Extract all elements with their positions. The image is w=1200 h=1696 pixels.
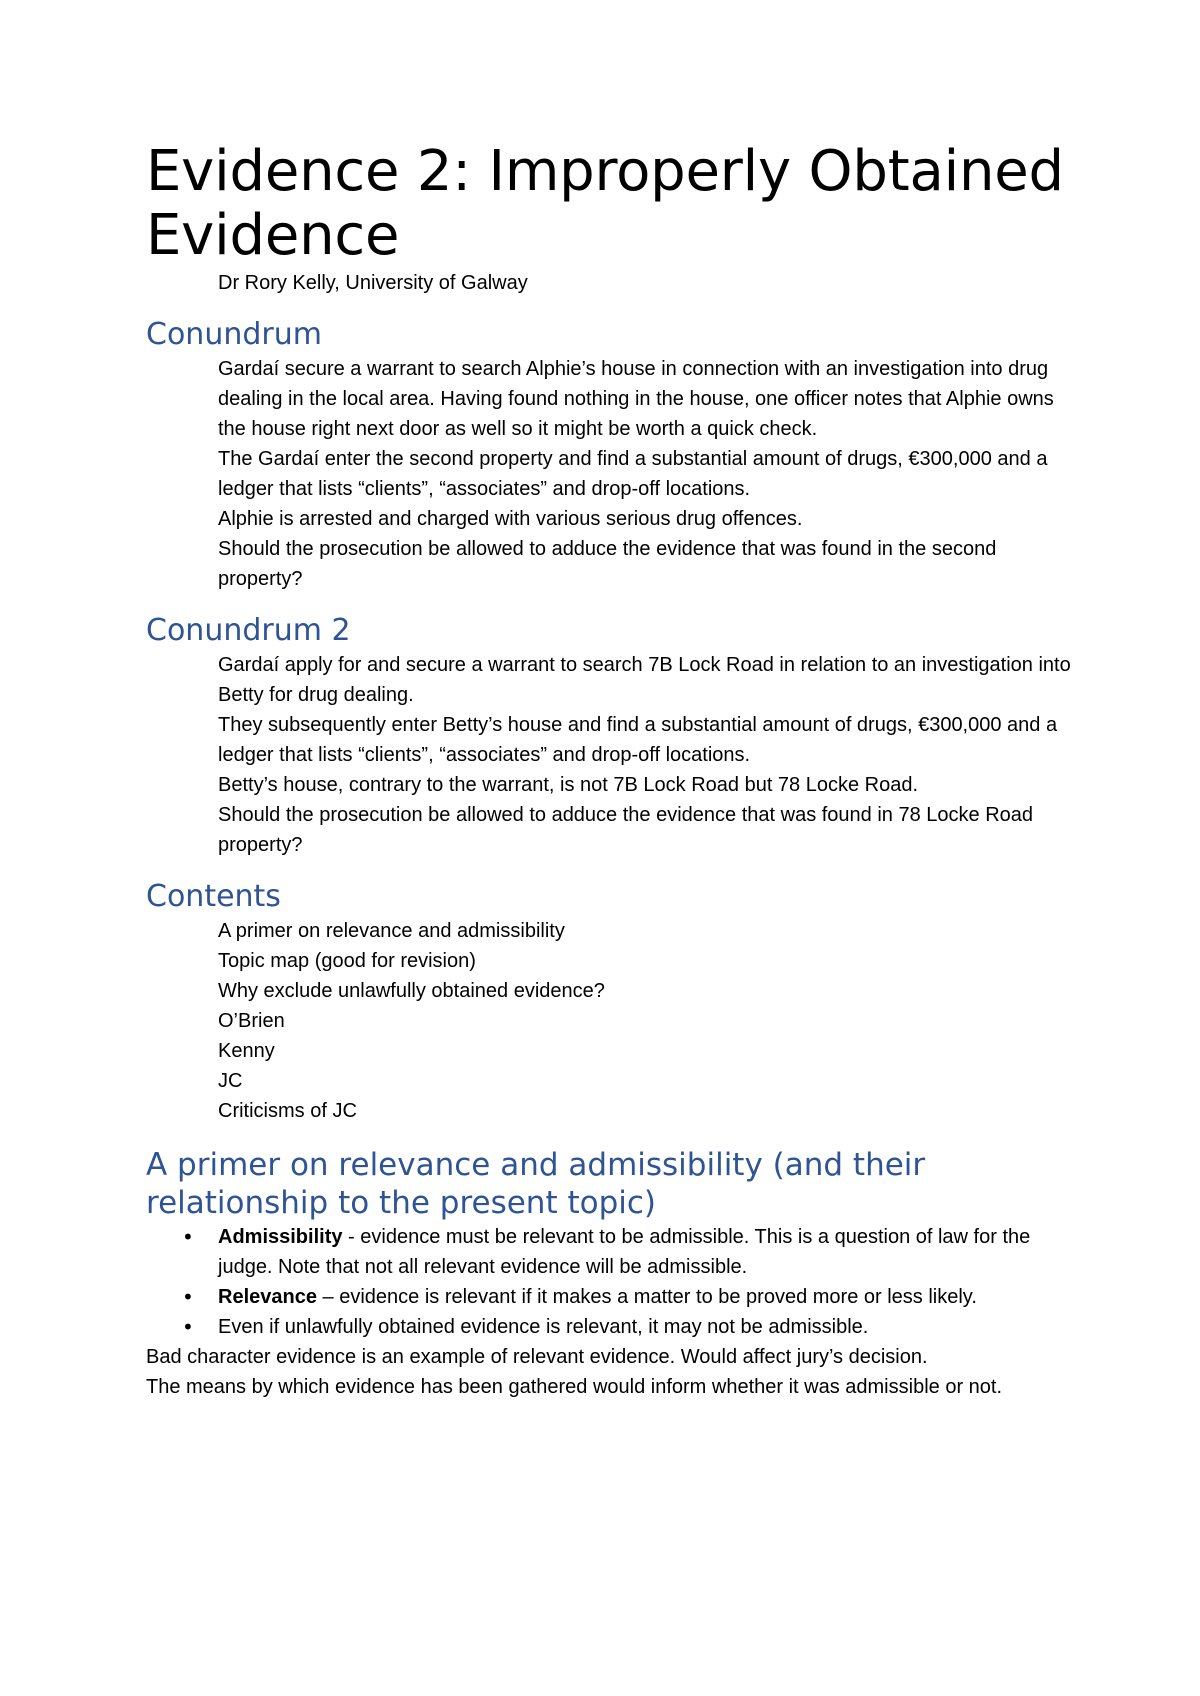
list-item bbox=[146, 1282, 1076, 1312]
contents-item: O’Brien bbox=[218, 1010, 285, 1032]
list-item bbox=[146, 770, 1076, 800]
list-item bbox=[146, 1222, 1076, 1282]
list-item-text: Gardaí secure a warrant to search Alphie’s house in connection with an investigation into drug dealing in the local area. Having found nothing in the house, one officer notes that Alphie owns the house right next door as well so it might be worth a quick check. bbox=[218, 358, 1054, 440]
contents-item: JC bbox=[218, 1070, 243, 1092]
body-paragraph: Bad character evidence is an example of relevant evidence. Would affect jury’s decision. bbox=[146, 1346, 928, 1368]
list-item-text: Betty’s house, contrary to the warrant, is not 7B Lock Road but 78 Locke Road. bbox=[218, 774, 919, 796]
contents-list bbox=[146, 916, 1076, 1126]
contents-item: Why exclude unlawfully obtained evidence? bbox=[218, 980, 605, 1002]
conundrum-2-list bbox=[146, 650, 1076, 860]
list-item bbox=[146, 710, 1076, 770]
list-item bbox=[146, 1036, 1076, 1066]
list-item bbox=[146, 976, 1076, 1006]
list-item-text: Alphie is arrested and charged with various serious drug offences. bbox=[218, 508, 803, 530]
list-item bbox=[146, 1096, 1076, 1126]
section-heading-conundrum: Conundrum bbox=[146, 317, 322, 352]
list-item-text: The Gardaí enter the second property and find a substantial amount of drugs, €300,000 and a ledger that lists “clients”, “associates” and drop-off locations. bbox=[218, 448, 1048, 500]
bullet-icon: • bbox=[182, 1315, 194, 1339]
list-item bbox=[146, 650, 1076, 710]
list-item bbox=[146, 1006, 1076, 1036]
list-item-text: Should the prosecution be allowed to adduce the evidence that was found in 78 Locke Road property? bbox=[218, 804, 1034, 856]
list-item-text: They subsequently enter Betty’s house and find a substantial amount of drugs, €300,000 and a ledger that lists “clients”, “associates” and drop-off locations. bbox=[218, 714, 1058, 766]
definition-text: – evidence is relevant if it makes a matter to be proved more or less likely. bbox=[316, 1286, 977, 1308]
bullet-icon: • bbox=[182, 1285, 194, 1309]
list-item bbox=[146, 534, 1076, 594]
section-heading-conundrum-2: Conundrum 2 bbox=[146, 613, 351, 648]
definition-text: - evidence must be relevant to be admissible. This is a question of law for the judge. Note that not all relevant evidence will be admissible. bbox=[218, 1226, 1031, 1278]
body-paragraph: The means by which evidence has been gathered would inform whether it was admissible or not. bbox=[146, 1376, 1003, 1398]
contents-item: Criticisms of JC bbox=[218, 1100, 357, 1122]
primer-bullet-list bbox=[146, 1222, 1076, 1342]
contents-item: Topic map (good for revision) bbox=[218, 950, 476, 972]
section-heading-contents: Contents bbox=[146, 879, 281, 914]
section-heading-primer: A primer on relevance and admissibility (and their relationship to the present topic) bbox=[146, 1147, 926, 1221]
list-item bbox=[146, 444, 1076, 504]
contents-item: A primer on relevance and admissibility bbox=[218, 920, 565, 942]
term-relevance: Relevance bbox=[218, 1286, 317, 1308]
author-list bbox=[146, 268, 1076, 298]
list-item bbox=[146, 1066, 1076, 1096]
document-page bbox=[146, 140, 1076, 1402]
list-item bbox=[146, 946, 1076, 976]
term-admissibility: Admissibility bbox=[218, 1226, 343, 1248]
bullet-icon: • bbox=[182, 1225, 194, 1249]
definition-text: Even if unlawfully obtained evidence is relevant, it may not be admissible. bbox=[218, 1316, 869, 1338]
contents-item: Kenny bbox=[218, 1040, 275, 1062]
list-item bbox=[146, 916, 1076, 946]
list-item bbox=[146, 504, 1076, 534]
list-item bbox=[146, 354, 1076, 444]
document-title: Evidence 2: Improperly Obtained Evidence bbox=[146, 139, 1064, 268]
author-line: Dr Rory Kelly, University of Galway bbox=[218, 272, 528, 294]
list-item-text: Gardaí apply for and secure a warrant to search 7B Lock Road in relation to an investigation into Betty for drug dealing. bbox=[218, 654, 1071, 706]
list-item bbox=[146, 268, 1076, 298]
conundrum-list bbox=[146, 354, 1076, 594]
list-item bbox=[146, 800, 1076, 860]
list-item bbox=[146, 1312, 1076, 1342]
list-item-text: Should the prosecution be allowed to adduce the evidence that was found in the second property? bbox=[218, 538, 997, 590]
